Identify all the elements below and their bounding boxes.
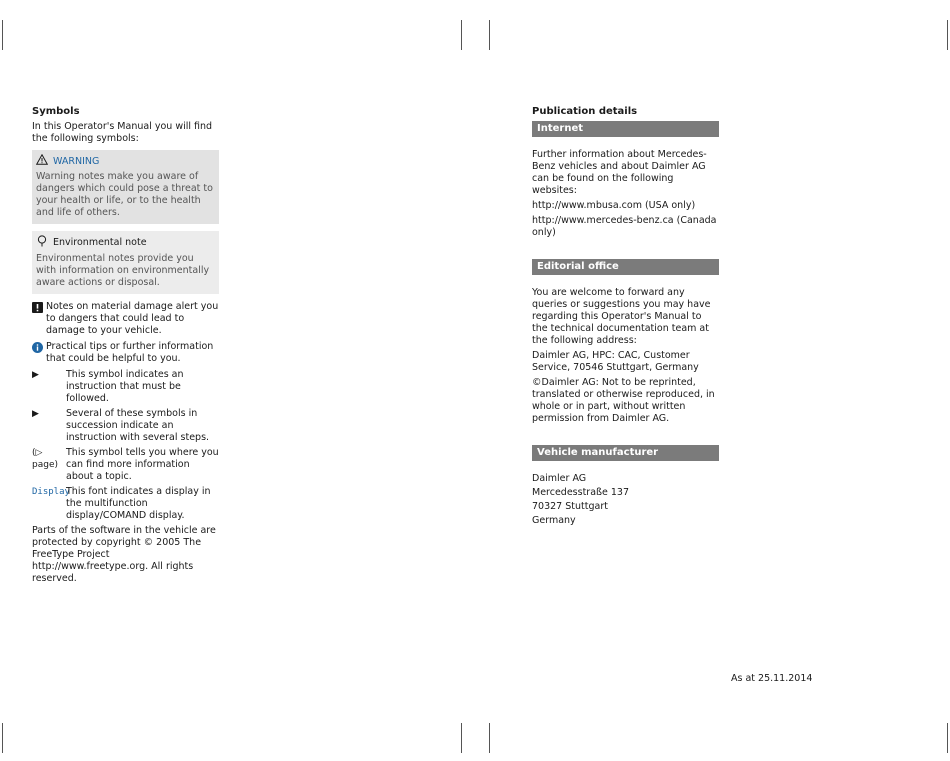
manufacturer-section-bar: Vehicle manufacturer xyxy=(532,445,719,461)
environment-tree-icon xyxy=(36,235,48,251)
publication-heading: Publication details xyxy=(532,106,638,117)
symbol-description: This font indicates a display in the multifunction display/COMAND display. xyxy=(66,486,211,521)
symbols-intro: In this Operator's Manual you will find the following symbols: xyxy=(32,121,213,144)
crop-mark xyxy=(461,723,462,753)
warning-box xyxy=(32,150,219,224)
symbol-row xyxy=(32,486,219,522)
symbol-row xyxy=(32,447,219,483)
practical-tips-text: Practical tips or further information that could be helpful to you. xyxy=(46,341,214,364)
crop-mark xyxy=(2,723,3,753)
symbol-row xyxy=(32,369,219,405)
crop-mark xyxy=(947,723,948,753)
crop-mark xyxy=(489,723,490,753)
environmental-note-title: Environmental note xyxy=(53,237,147,248)
page-reference-symbol: (▷ page) xyxy=(32,448,58,470)
warning-text: Warning notes make you aware of dangers which could pose a threat to your health or life, or to the health and life of others. xyxy=(36,171,213,218)
material-damage-text: Notes on material damage alert you to dangers that could lead to damage to your vehicle. xyxy=(46,301,219,336)
crop-mark xyxy=(461,20,462,50)
display-font-sample: Display xyxy=(32,487,70,497)
website-link-usa[interactable]: http://www.mbusa.com (USA only) xyxy=(532,200,696,211)
info-icon xyxy=(32,342,43,365)
manufacturer-line: Mercedesstraße 137 xyxy=(532,487,630,498)
environmental-note-text: Environmental notes provide you with information on environmentally aware actions or disposal. xyxy=(36,253,210,288)
exclamation-icon xyxy=(32,302,43,337)
warning-title: WARNING xyxy=(53,155,100,167)
crop-mark xyxy=(2,20,3,50)
symbols-heading: Symbols xyxy=(32,106,80,117)
instruction-arrow-icon: ▶ xyxy=(32,370,39,380)
editorial-copyright: ©Daimler AG: Not to be reprinted, translated or otherwise reproduced, in whole or in part, without written permission from Daimler AG. xyxy=(532,377,715,424)
symbol-description: This symbol indicates an instruction that must be followed. xyxy=(66,369,184,404)
material-damage-note xyxy=(32,301,219,337)
symbol-description: This symbol tells you where you can find more information about a topic. xyxy=(66,447,219,482)
crop-mark xyxy=(489,20,490,50)
manufacturer-address xyxy=(532,473,719,529)
internet-section-bar: Internet xyxy=(532,121,719,137)
manufacturer-line: Daimler AG xyxy=(532,473,587,484)
practical-tips-note xyxy=(32,341,219,365)
edition-date: As at 25.11.2014 xyxy=(731,673,813,684)
internet-text: Further information about Mercedes-Benz vehicles and about Daimler AG can be found on the following websites: xyxy=(532,149,707,196)
editorial-address: Daimler AG, HPC: CAC, Customer Service, 70546 Stuttgart, Germany xyxy=(532,350,699,373)
website-link-canada[interactable]: http://www.mercedes-benz.ca (Canada only) xyxy=(532,215,717,238)
symbol-description: Several of these symbols in succession indicate an instruction with several steps. xyxy=(66,408,210,443)
symbol-row xyxy=(32,408,219,444)
symbols-section xyxy=(32,106,219,588)
publication-details-section xyxy=(532,106,719,529)
instruction-arrow-icon: ▶ xyxy=(32,409,39,419)
warning-triangle-icon xyxy=(36,154,48,169)
crop-mark xyxy=(947,20,948,50)
copyright-notice: Parts of the software in the vehicle are protected by copyright © 2005 The FreeType Project http://www.freetype.org. All rights reserved. xyxy=(32,525,216,584)
environmental-note-box xyxy=(32,231,219,294)
manufacturer-line: 70327 Stuttgart xyxy=(532,501,608,512)
editorial-text: You are welcome to forward any queries or suggestions you may have regarding this Operator's Manual to the technical documentation team at the following address: xyxy=(532,287,711,346)
editorial-section-bar: Editorial office xyxy=(532,259,719,275)
manufacturer-line: Germany xyxy=(532,515,576,526)
